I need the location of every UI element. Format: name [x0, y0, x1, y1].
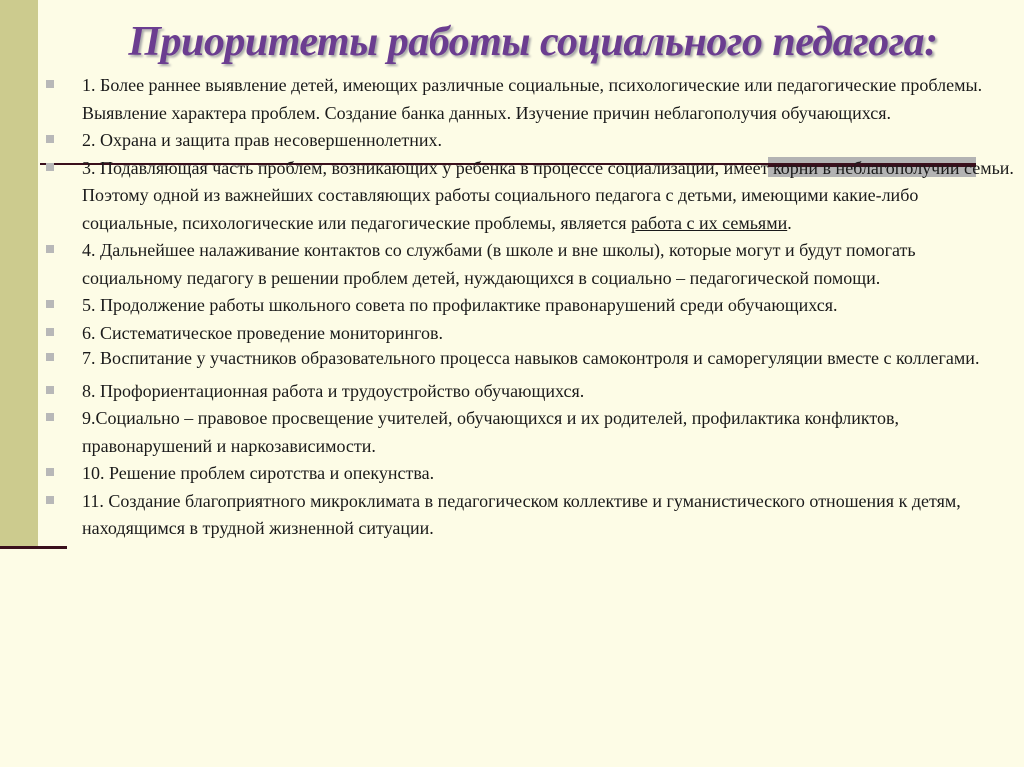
- square-bullet-icon: [46, 135, 54, 143]
- square-bullet-icon: [46, 300, 54, 308]
- list-item: [42, 155, 1017, 238]
- list-item-text: 7. Воспитание у участников образовательного процесса навыков самоконтроля и саморегуляции вместе с коллегами.: [82, 348, 980, 368]
- list-item-text-end: .: [787, 212, 792, 233]
- priorities-list: [42, 72, 1017, 543]
- list-item: [42, 345, 1017, 373]
- list-item: [42, 320, 1017, 348]
- underlined-phrase: работа с их семьями: [631, 212, 788, 233]
- square-bullet-icon: [46, 496, 54, 504]
- slide-title: Приоритеты работы социального педагога:: [128, 19, 938, 65]
- list-item: [42, 237, 1017, 292]
- left-band-rule: [0, 546, 67, 549]
- list-item: [42, 127, 1017, 155]
- square-bullet-icon: [46, 163, 54, 171]
- list-item-text: 5. Продолжение работы школьного совета по профилактике правонарушений среди обучающихся.: [82, 295, 838, 315]
- list-item: [42, 460, 1017, 488]
- list-item: [42, 405, 1017, 460]
- list-item-text: 6. Систематическое проведение мониторингов.: [82, 322, 443, 343]
- list-item-text: 11. Создание благоприятного микроклимата в педагогическом коллективе и гуманистического отношения к детям, находящимся в трудной жизненной ситуации.: [82, 490, 961, 538]
- list-item: [42, 488, 1017, 543]
- list-item-text: 9.Социально – правовое просвещение учителей, обучающихся и их родителей, профилактика конфликтов, правонарушений и наркозависимости.: [82, 408, 900, 456]
- square-bullet-icon: [46, 328, 54, 336]
- square-bullet-icon: [46, 386, 54, 394]
- square-bullet-icon: [46, 245, 54, 253]
- list-item-text: 2. Охрана и защита прав несовершеннолетних.: [82, 130, 442, 150]
- list-item: [42, 292, 1017, 320]
- square-bullet-icon: [46, 353, 54, 361]
- list-item-text: 10. Решение проблем сиротства и опекунства.: [82, 463, 435, 483]
- list-item-text: 3. Подавляющая часть проблем, возникающих у ребенка в процессе социализации, имеет корни в неблагополучии семьи. Поэтому одной из важнейших составляющих работы социального педагога с детьми, имеющими какие-либо социальные, психологические или педагогические проблемы, является: [82, 157, 1014, 233]
- left-decorative-band: [0, 0, 38, 546]
- square-bullet-icon: [46, 80, 54, 88]
- square-bullet-icon: [46, 413, 54, 421]
- list-item-text: 1. Более раннее выявление детей, имеющих различные социальные, психологические или педагогические проблемы. Выявление характера проблем. Создание банка данных. Изучение причин неблагополучия обучающихся.: [82, 75, 983, 123]
- list-item-text: 4. Дальнейшее налаживание контактов со службами (в школе и вне школы), которые могут и будут помогать социальному педагогу в решении проблем детей, нуждающихся в социально – педагогической помощи.: [82, 240, 916, 288]
- list-item-text: 8. Профориентационная работа и трудоустройство обучающихся.: [82, 380, 585, 401]
- list-item: [42, 72, 1017, 127]
- list-item: [42, 378, 1017, 406]
- square-bullet-icon: [46, 468, 54, 476]
